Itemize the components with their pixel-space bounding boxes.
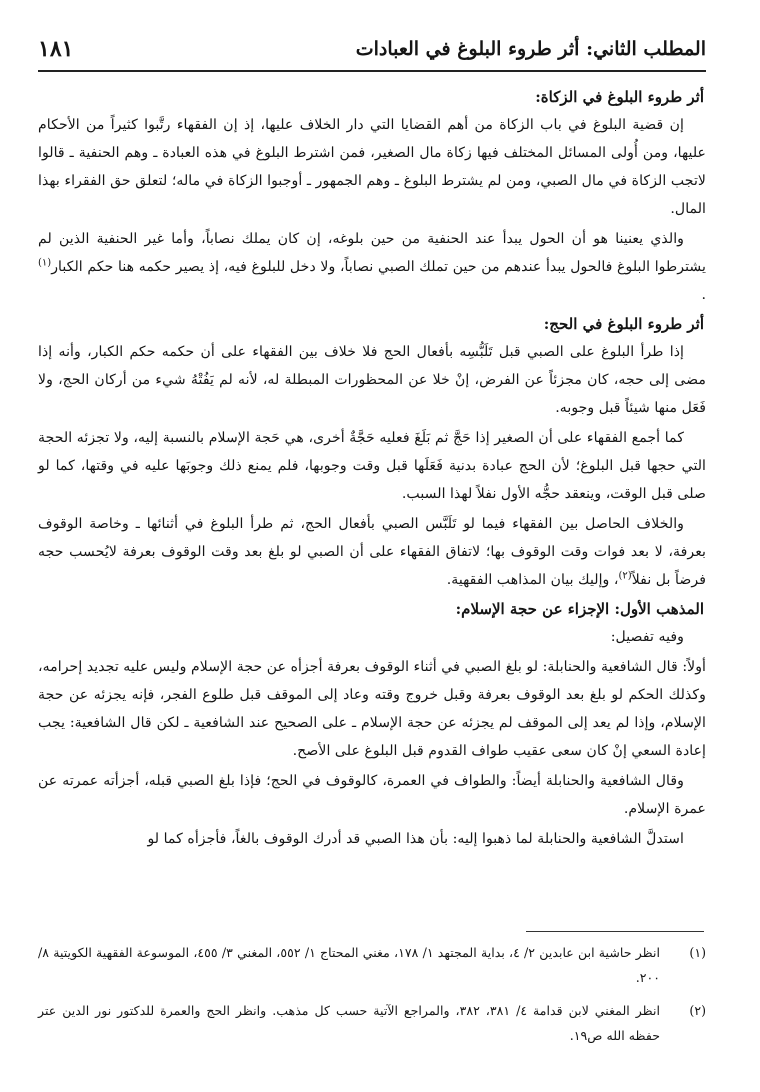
footnotes bbox=[38, 940, 706, 1056]
page-number: ١٨١ bbox=[38, 36, 74, 62]
running-header bbox=[38, 34, 706, 68]
paragraph bbox=[38, 225, 706, 309]
footnote-divider bbox=[526, 931, 704, 932]
paragraph-text: والذي يعنينا هو أن الحول يبدأ عند الحنفية من حين بلوغه، إن كان يملك نصاباً، وأما غير الحنفية الذين لم يشترطوا البلوغ فالحول يبدأ عندهم من حين تملك الصبي نصاباً، ولا دخل للبلوغ فيه، إذ يصير حكمه هنا حكم الكبار bbox=[38, 231, 706, 275]
footnote-ref-1[interactable]: (١) bbox=[38, 257, 52, 269]
paragraph: وقال الشافعية والحنابلة أيضاً: والطواف في العمرة، كالوقوف في الحج؛ فإذا بلغ الصبي قبله، أجزأته عمرته عن عمرة الإسلام. bbox=[38, 773, 706, 817]
paragraph: وفيه تفصيل: bbox=[610, 629, 684, 645]
footnote-text: انظر المغني لابن قدامة ٤/ ٣٨١، ٣٨٢، والمراجع الآتية حسب كل مذهب. وانظر الحج والعمرة للدكتور نور الدين عتر حفظه الله ص١٩. bbox=[38, 1003, 661, 1043]
header-title: المطلب الثاني: أثر طروء البلوغ في العبادات bbox=[355, 38, 706, 60]
footnote bbox=[38, 940, 706, 990]
main-text bbox=[38, 84, 706, 855]
paragraph bbox=[38, 510, 706, 594]
header-divider bbox=[38, 70, 706, 72]
footnote bbox=[38, 998, 706, 1048]
footnote-text: انظر حاشية ابن عابدين ٢/ ٤، بداية المجتهد ١/ ١٧٨، مغني المحتاج ١/ ٥٥٢، المغني ٣/ ٤٥٥، الموسوعة الفقهية الكويتية ٨/ ٢٠٠. bbox=[38, 945, 660, 985]
paragraph: إن قضية البلوغ في باب الزكاة من أهم القضايا التي دار الخلاف عليها، إذ إن الفقهاء رتَّبوا كثيراً من الأحكام عليها، ومن أُولى المسائل المختلف فيها زكاة مال الصغير، فمن اشترط البلوغ في هذه العبادة ـ وهم الحنفية ـ قالوا لاتجب الزكاة في مال الصبي، ومن لم يشترط البلوغ ـ وهم الجمهور ـ أوجبوا الزكاة في ماله؛ لتعلق حق الفقراء بهذا المال. bbox=[38, 117, 706, 217]
paragraph: كما أجمع الفقهاء على أن الصغير إذا حَجَّ ثم بَلَغَ فعليه حَجَّةٌ أخرى، هي حَجة الإسلام بالنسبة إليه، ولا تجزئه الحجة التي حجها قبل البلوغ؛ لأن الحج عبادة بدنية فَعَلَها قبل وقت وجوبها، فلم يمنع ذلك وجوبَها عليه في وقتها، كما لو صلى قبل الوقت، وينعقد حجُّه الأول نفلاً لهذا السبب. bbox=[38, 430, 706, 502]
footnote-ref-2[interactable]: (٢) bbox=[618, 570, 632, 582]
paragraph-end: . bbox=[701, 287, 706, 303]
section-heading-hajj: أثر طروء البلوغ في الحج: bbox=[543, 315, 704, 333]
paragraph-text: والخلاف الحاصل بين الفقهاء فيما لو تَلَبَّس الصبي بأفعال الحج، ثم طرأ البلوغ في أثنائها ـ وخاصة الوقوف بعرفة، لا بعد فوات وقت الوقوف بها؛ لاتفاق الفقهاء على أن الصبي لو بلغ بعد وقت الوقوف بعرفة لايُحسب حجه فرضاً بل نفلاً bbox=[38, 516, 706, 588]
footnote-number: (٢) bbox=[689, 1003, 706, 1018]
paragraph: أولاً: قال الشافعية والحنابلة: لو بلغ الصبي في أثناء الوقوف بعرفة أجزأه عن حجة الإسلام وليس عليه تجديد إحرامه، وكذلك الحكم لو بلغ بعد الوقوف بعرفة وقبل خروج وقته وعاد إلى الموقف قبل طلوع الفجر، فإنه يجزئه عن حجة الإسلام، وإذا لم يعد إلى الموقف لم يجزئه عن حجة الإسلام ـ على الصحيح عند الشافعية ـ لكن قال الشافعية: يجب إعادة السعي إنْ كان سعى عقيب طواف القدوم قبل البلوغ على الأصح. bbox=[38, 659, 706, 759]
paragraph-end: ، وإليك بيان المذاهب الفقهية. bbox=[446, 572, 619, 588]
section-heading-madhhab-1: المذهب الأول: الإجزاء عن حجة الإسلام: bbox=[455, 600, 704, 618]
paragraph: إذا طرأ البلوغ على الصبي قبل تَلَبُّسِه بأفعال الحج فلا خلاف بين الفقهاء على أن حكمه حكم الكبار، وأنه إذا مضى إلى حجه، كان مجزئاً عن الفرض، إنْ خلا عن المحظورات المبطلة له، لأنه لم يَفُتْهُ شيء من أركان الحج، ولا فَعَل منها شيئاً قبل وجوبه. bbox=[38, 344, 706, 416]
section-heading-zakat: أثر طروء البلوغ في الزكاة: bbox=[535, 88, 704, 106]
paragraph: استدلَّ الشافعية والحنابلة لما ذهبوا إليه: بأن هذا الصبي قد أدرك الوقوف بالغاً، فأجزأه كما لو bbox=[147, 831, 684, 847]
footnote-number: (١) bbox=[689, 945, 706, 960]
